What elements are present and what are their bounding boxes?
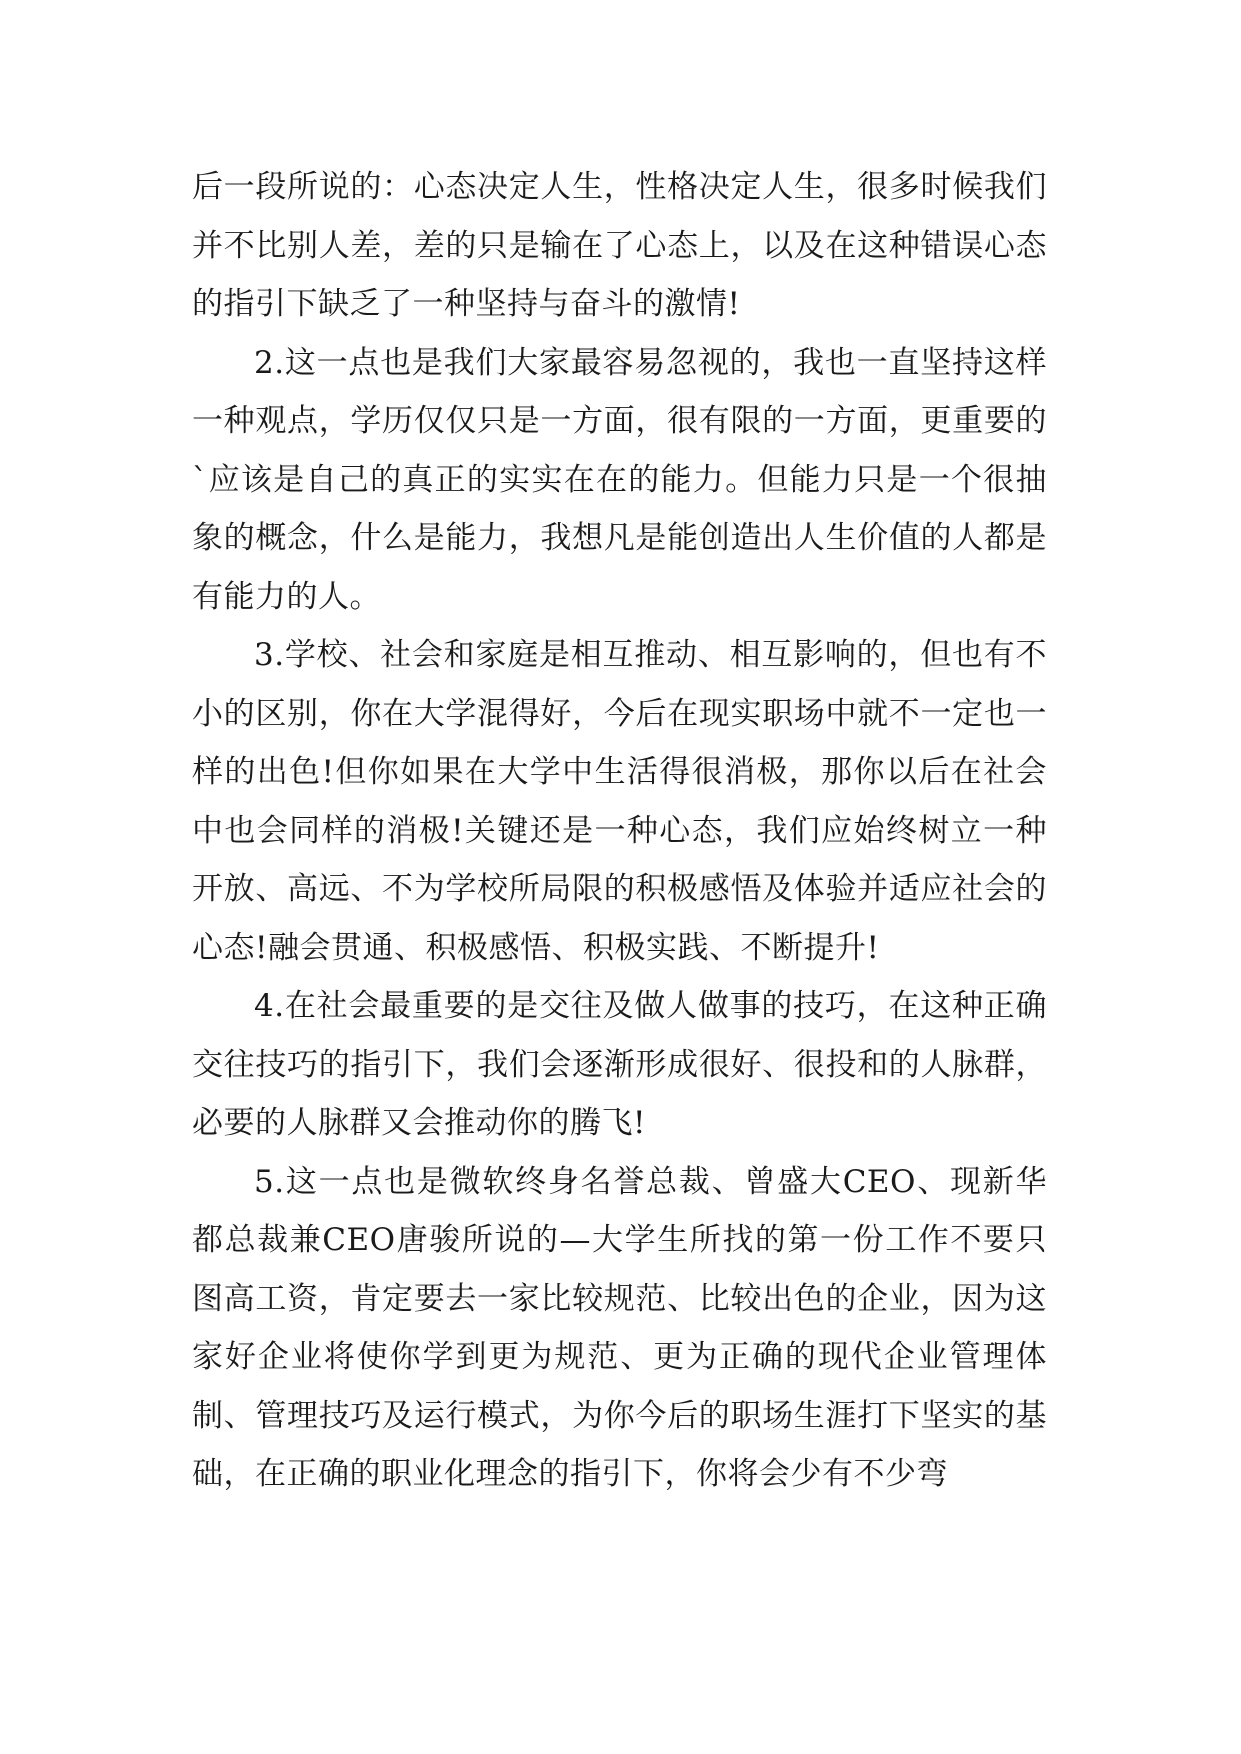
paragraph-5: 5.这一点也是微软终身名誉总裁、曾盛大CEO、现新华都总裁兼CEO唐骏所说的—大学生所找的第一份工作不要只图高工资，肯定要去一家比较规范、比较出色的企业，因为这家好企业将使你学到更为规范、更为正确的现代企业管理体制、管理技巧及运行模式，为你今后的职场生涯打下坚实的基础，在正确的职业化理念的指引下，你将会少有不少弯 (192, 1163, 1047, 1492)
paragraph-4: 4.在社会最重要的是交往及做人做事的技巧，在这种正确交往技巧的指引下，我们会逐渐形成很好、很投和的人脉群，必要的人脉群又会推动你的腾飞! (192, 988, 1047, 1141)
paragraph-1: 后一段所说的：心态决定人生，性格决定人生，很多时候我们并不比别人差，差的只是输在了心态上，以及在这种错误心态的指引下缺乏了一种坚持与奋斗的激情! (192, 169, 1047, 322)
paragraph-3: 3.学校、社会和家庭是相互推动、相互影响的，但也有不小的区别，你在大学混得好，今后在现实职场中就不一定也一样的出色!但你如果在大学中生活得很消极，那你以后在社会中也会同样的消极!关键还是一种心态，我们应始终树立一种开放、高远、不为学校所局限的积极感悟及体验并适应社会的心态!融会贯通、积极感悟、积极实践、不断提升! (192, 637, 1047, 966)
document-body (192, 158, 1047, 1504)
paragraph-2: 2.这一点也是我们大家最容易忽视的，我也一直坚持这样一种观点，学历仅仅只是一方面，很有限的一方面，更重要的`应该是自己的真正的实实在在的能力。但能力只是一个很抽象的概念，什么是能力，我想凡是能创造出人生价值的人都是有能力的人。 (192, 344, 1047, 615)
